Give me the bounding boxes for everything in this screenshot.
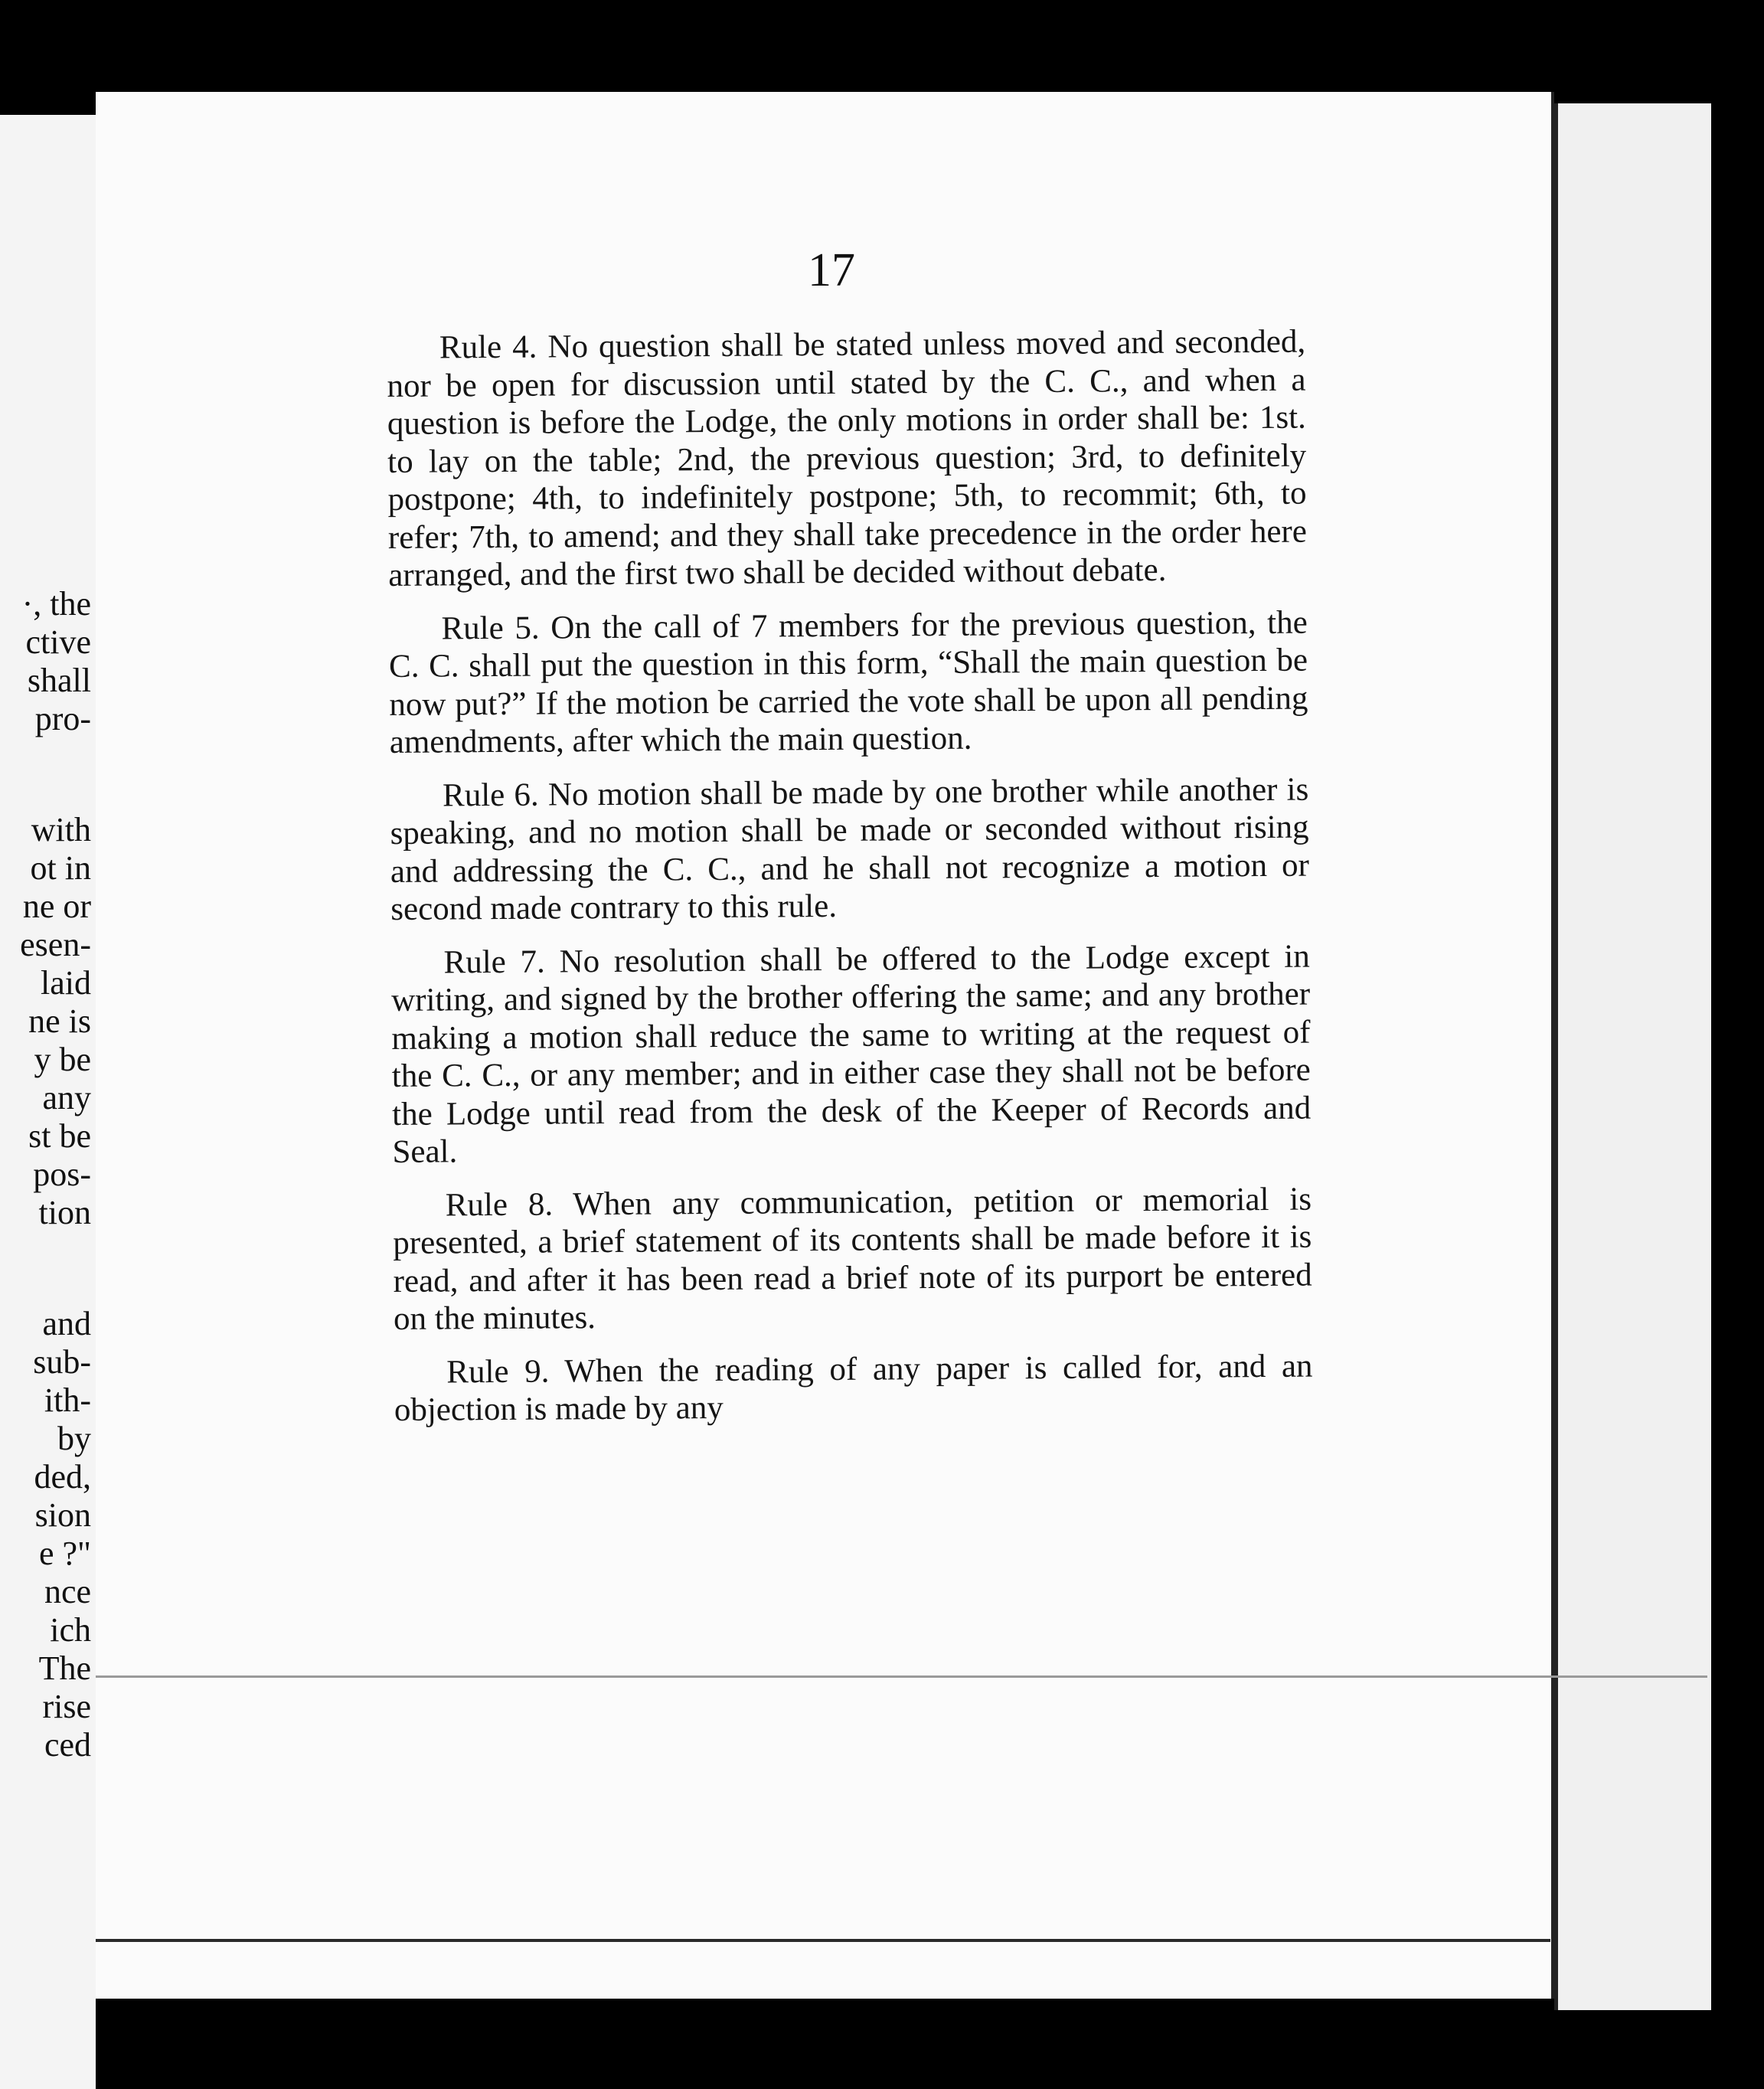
rule-paragraph (390, 770, 1309, 928)
rule-label: Rule 4. (439, 329, 537, 366)
page-number: 17 (808, 244, 855, 296)
left-fragment-line: nce (44, 1573, 91, 1610)
left-fragment-line: with (31, 811, 91, 848)
rule-text: No question shall be stated unless moved and seconded, nor be open for discussion until stated by the C. C., and when a question is before the Lodge, the only motions in order shall be: 1st. to lay on the table; 2nd, the previous question; 3rd, to definitely postpone; 4th, to indefinitely postpone; 5th, to recommit; 6th, to refer; 7th, to amend; and they shall take precedence in the order here arranged, and the first two shall be decided without debate. (387, 323, 1308, 593)
rule-paragraph (393, 1180, 1312, 1338)
left-fragment-line: ot in (30, 849, 91, 887)
rule-text: No motion shall be made by one brother while another is speaking, and no motion shall be made or seconded without rising and addressing the C. C., and he shall not recognize a motion or second made contrary to this rule. (390, 771, 1310, 927)
left-fragment-line: y be (34, 1041, 91, 1078)
rule-label: Rule 8. (445, 1186, 554, 1223)
left-fragment-line: pos- (33, 1156, 91, 1193)
left-fragment-line: and (42, 1305, 91, 1342)
left-fragment-line: st be (28, 1117, 91, 1155)
rule-paragraph (389, 603, 1308, 761)
left-fragment-line: sion (34, 1496, 91, 1534)
rules-text-column (387, 323, 1313, 1445)
scan-line (96, 1675, 1707, 1678)
rule-label: Rule 7. (443, 943, 545, 980)
rule-text: When the reading of any paper is called for, and an objection is made by any (394, 1348, 1313, 1428)
rule-text: On the call of 7 members for the previous question, the C. C. shall put the question in this form, “Shall the main question be now put?” If the motion be carried the vote shall be upon all pending amendments, after which the main question. (388, 604, 1308, 760)
left-fragment-line: rise (42, 1688, 91, 1725)
left-fragment-line: esen- (20, 926, 91, 963)
left-fragment-line: ith- (44, 1381, 91, 1419)
left-fragment-line: by (57, 1420, 91, 1457)
left-fragment-line: ctive (25, 623, 91, 661)
left-fragment-line: any (42, 1079, 91, 1116)
rule-paragraph (387, 323, 1307, 595)
left-fragment-line: e ?" (38, 1535, 91, 1572)
left-fragment-line: shall (27, 662, 91, 699)
left-fragment-line: pro- (34, 700, 91, 737)
left-fragment-line: ced (44, 1726, 91, 1764)
rule-paragraph (394, 1347, 1313, 1429)
rule-text: No resolution shall be offered to the Lodge except in writing, and signed by the brother offering the same; and any brother making a motion shall reduce the same to writing at the request of the C. C., or any member; and in either case they shall not be before the Lodge until read from the desk of the Keeper of Records and Seal. (390, 938, 1312, 1170)
left-fragment-line: tion (38, 1194, 91, 1231)
left-fragment-line: laid (41, 964, 91, 1002)
left-fragment-line: ne or (22, 888, 91, 925)
left-fragment-line: The (38, 1649, 91, 1687)
page-bottom-edge (96, 1939, 1550, 1942)
left-fragment-line: sub- (33, 1343, 91, 1381)
adjacent-page-edge (1554, 103, 1711, 2010)
left-fragment-line: ne is (28, 1002, 91, 1040)
rule-label: Rule 5. (441, 610, 540, 647)
left-fragment-line: ich (50, 1611, 91, 1649)
rule-label: Rule 9. (446, 1353, 550, 1390)
left-fragment-line: ded, (34, 1458, 91, 1496)
previous-page-fragment (0, 115, 96, 2089)
rule-paragraph (391, 937, 1312, 1171)
left-fragment-line: ·, the (21, 585, 91, 623)
rule-label: Rule 6. (442, 776, 539, 814)
rule-text: When any communication, petition or memorial is presented, a brief statement of its contents shall be made before it is read, and after it has been read a brief note of its purport be entered on the minutes. (393, 1181, 1312, 1337)
